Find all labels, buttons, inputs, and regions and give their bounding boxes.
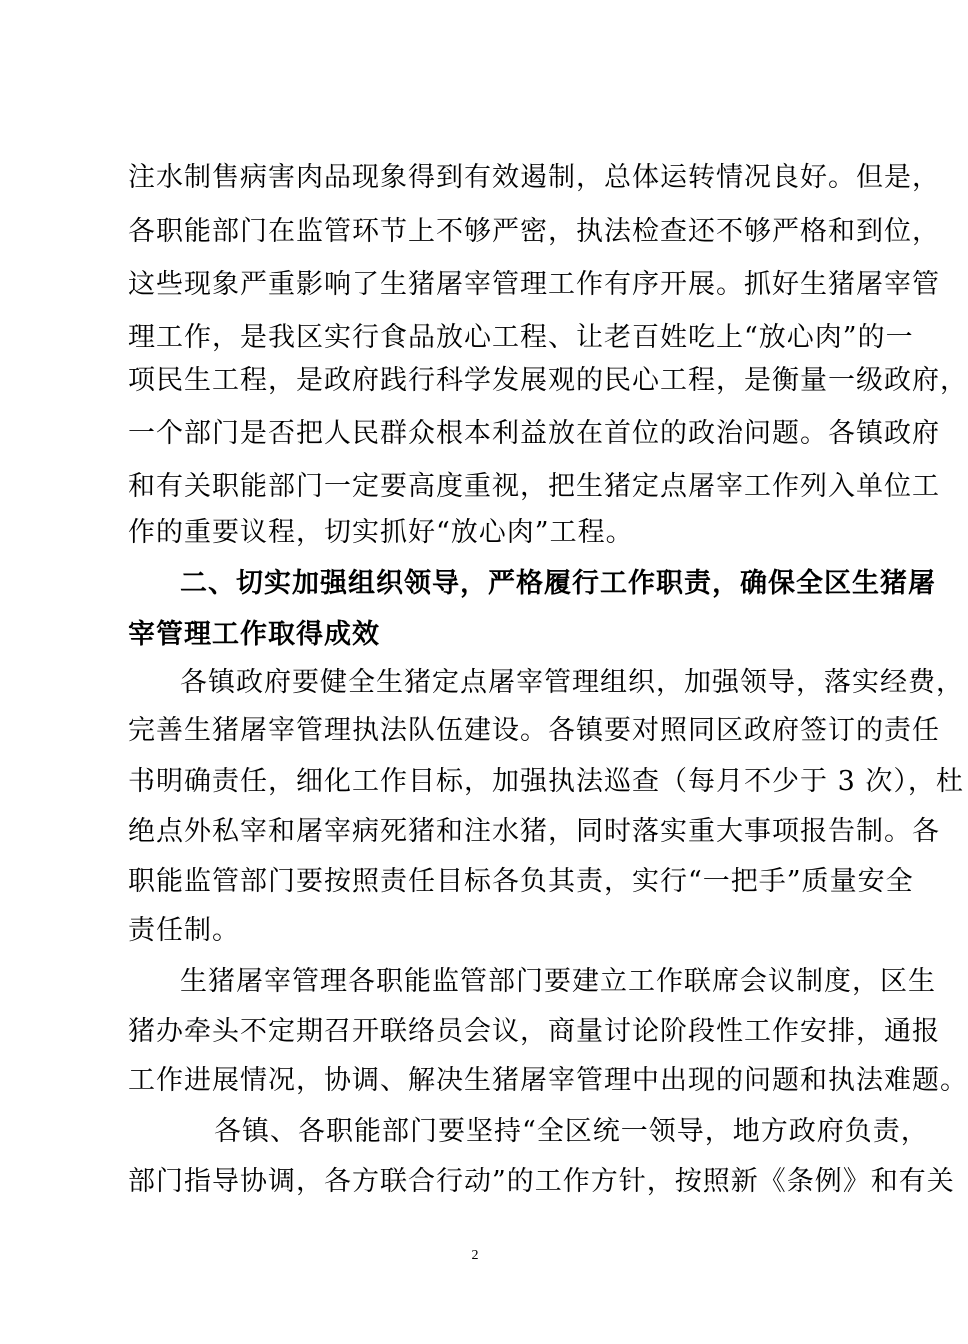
paragraph-line: 项民生工程，是政府践行科学发展观的民心工程，是衡量一级政府，: [128, 365, 968, 396]
paragraph-line: 部门指导协调，各方联合行动”的工作方针，按照新《条例》和有关: [128, 1166, 955, 1197]
paragraph-line: 生猪屠宰管理各职能监管部门要建立工作联席会议制度，区生: [180, 966, 936, 997]
paragraph-line: 理工作，是我区实行食品放心工程、让老百姓吃上“放心肉”的一: [128, 322, 914, 353]
page-number: 2: [471, 1248, 479, 1263]
paragraph-line: 猪办牵头不定期召开联络员会议，商量讨论阶段性工作安排，通报: [128, 1016, 940, 1047]
paragraph-line: 各职能部门在监管环节上不够严密，执法检查还不够严格和到位，: [128, 216, 940, 247]
paragraph-line: 注水制售病害肉品现象得到有效遏制，总体运转情况良好。但是，: [128, 162, 940, 193]
paragraph-line: 各镇、各职能部门要坚持“全区统一领导，地方政府负责，: [214, 1116, 929, 1147]
paragraph-line: 职能监管部门要按照责任目标各负其责，实行“一把手”质量安全: [128, 866, 914, 897]
paragraph-line: 责任制。: [128, 915, 240, 946]
paragraph-line: 各镇政府要健全生猪定点屠宰管理组织，加强领导，落实经费，: [180, 667, 964, 698]
paragraph-line: 工作进展情况，协调、解决生猪屠宰管理中出现的问题和执法难题。: [128, 1065, 968, 1096]
paragraph-line: 完善生猪屠宰管理执法队伍建设。各镇要对照同区政府签订的责任: [128, 715, 940, 746]
section-heading-line: 二、切实加强组织领导，严格履行工作职责，确保全区生猪屠: [180, 568, 936, 599]
section-heading-line: 宰管理工作取得成效: [128, 619, 380, 650]
paragraph-line: 作的重要议程，切实抓好“放心肉”工程。: [128, 517, 634, 548]
paragraph-line: 书明确责任，细化工作目标，加强执法巡查（每月不少于 3 次），杜: [128, 766, 964, 797]
paragraph-line: 和有关职能部门一定要高度重视，把生猪定点屠宰工作列入单位工: [128, 471, 940, 502]
paragraph-line: 一个部门是否把人民群众根本利益放在首位的政治问题。各镇政府: [128, 418, 940, 449]
paragraph-line: 这些现象严重影响了生猪屠宰管理工作有序开展。抓好生猪屠宰管: [128, 269, 940, 300]
paragraph-line: 绝点外私宰和屠宰病死猪和注水猪，同时落实重大事项报告制。各: [128, 816, 940, 847]
